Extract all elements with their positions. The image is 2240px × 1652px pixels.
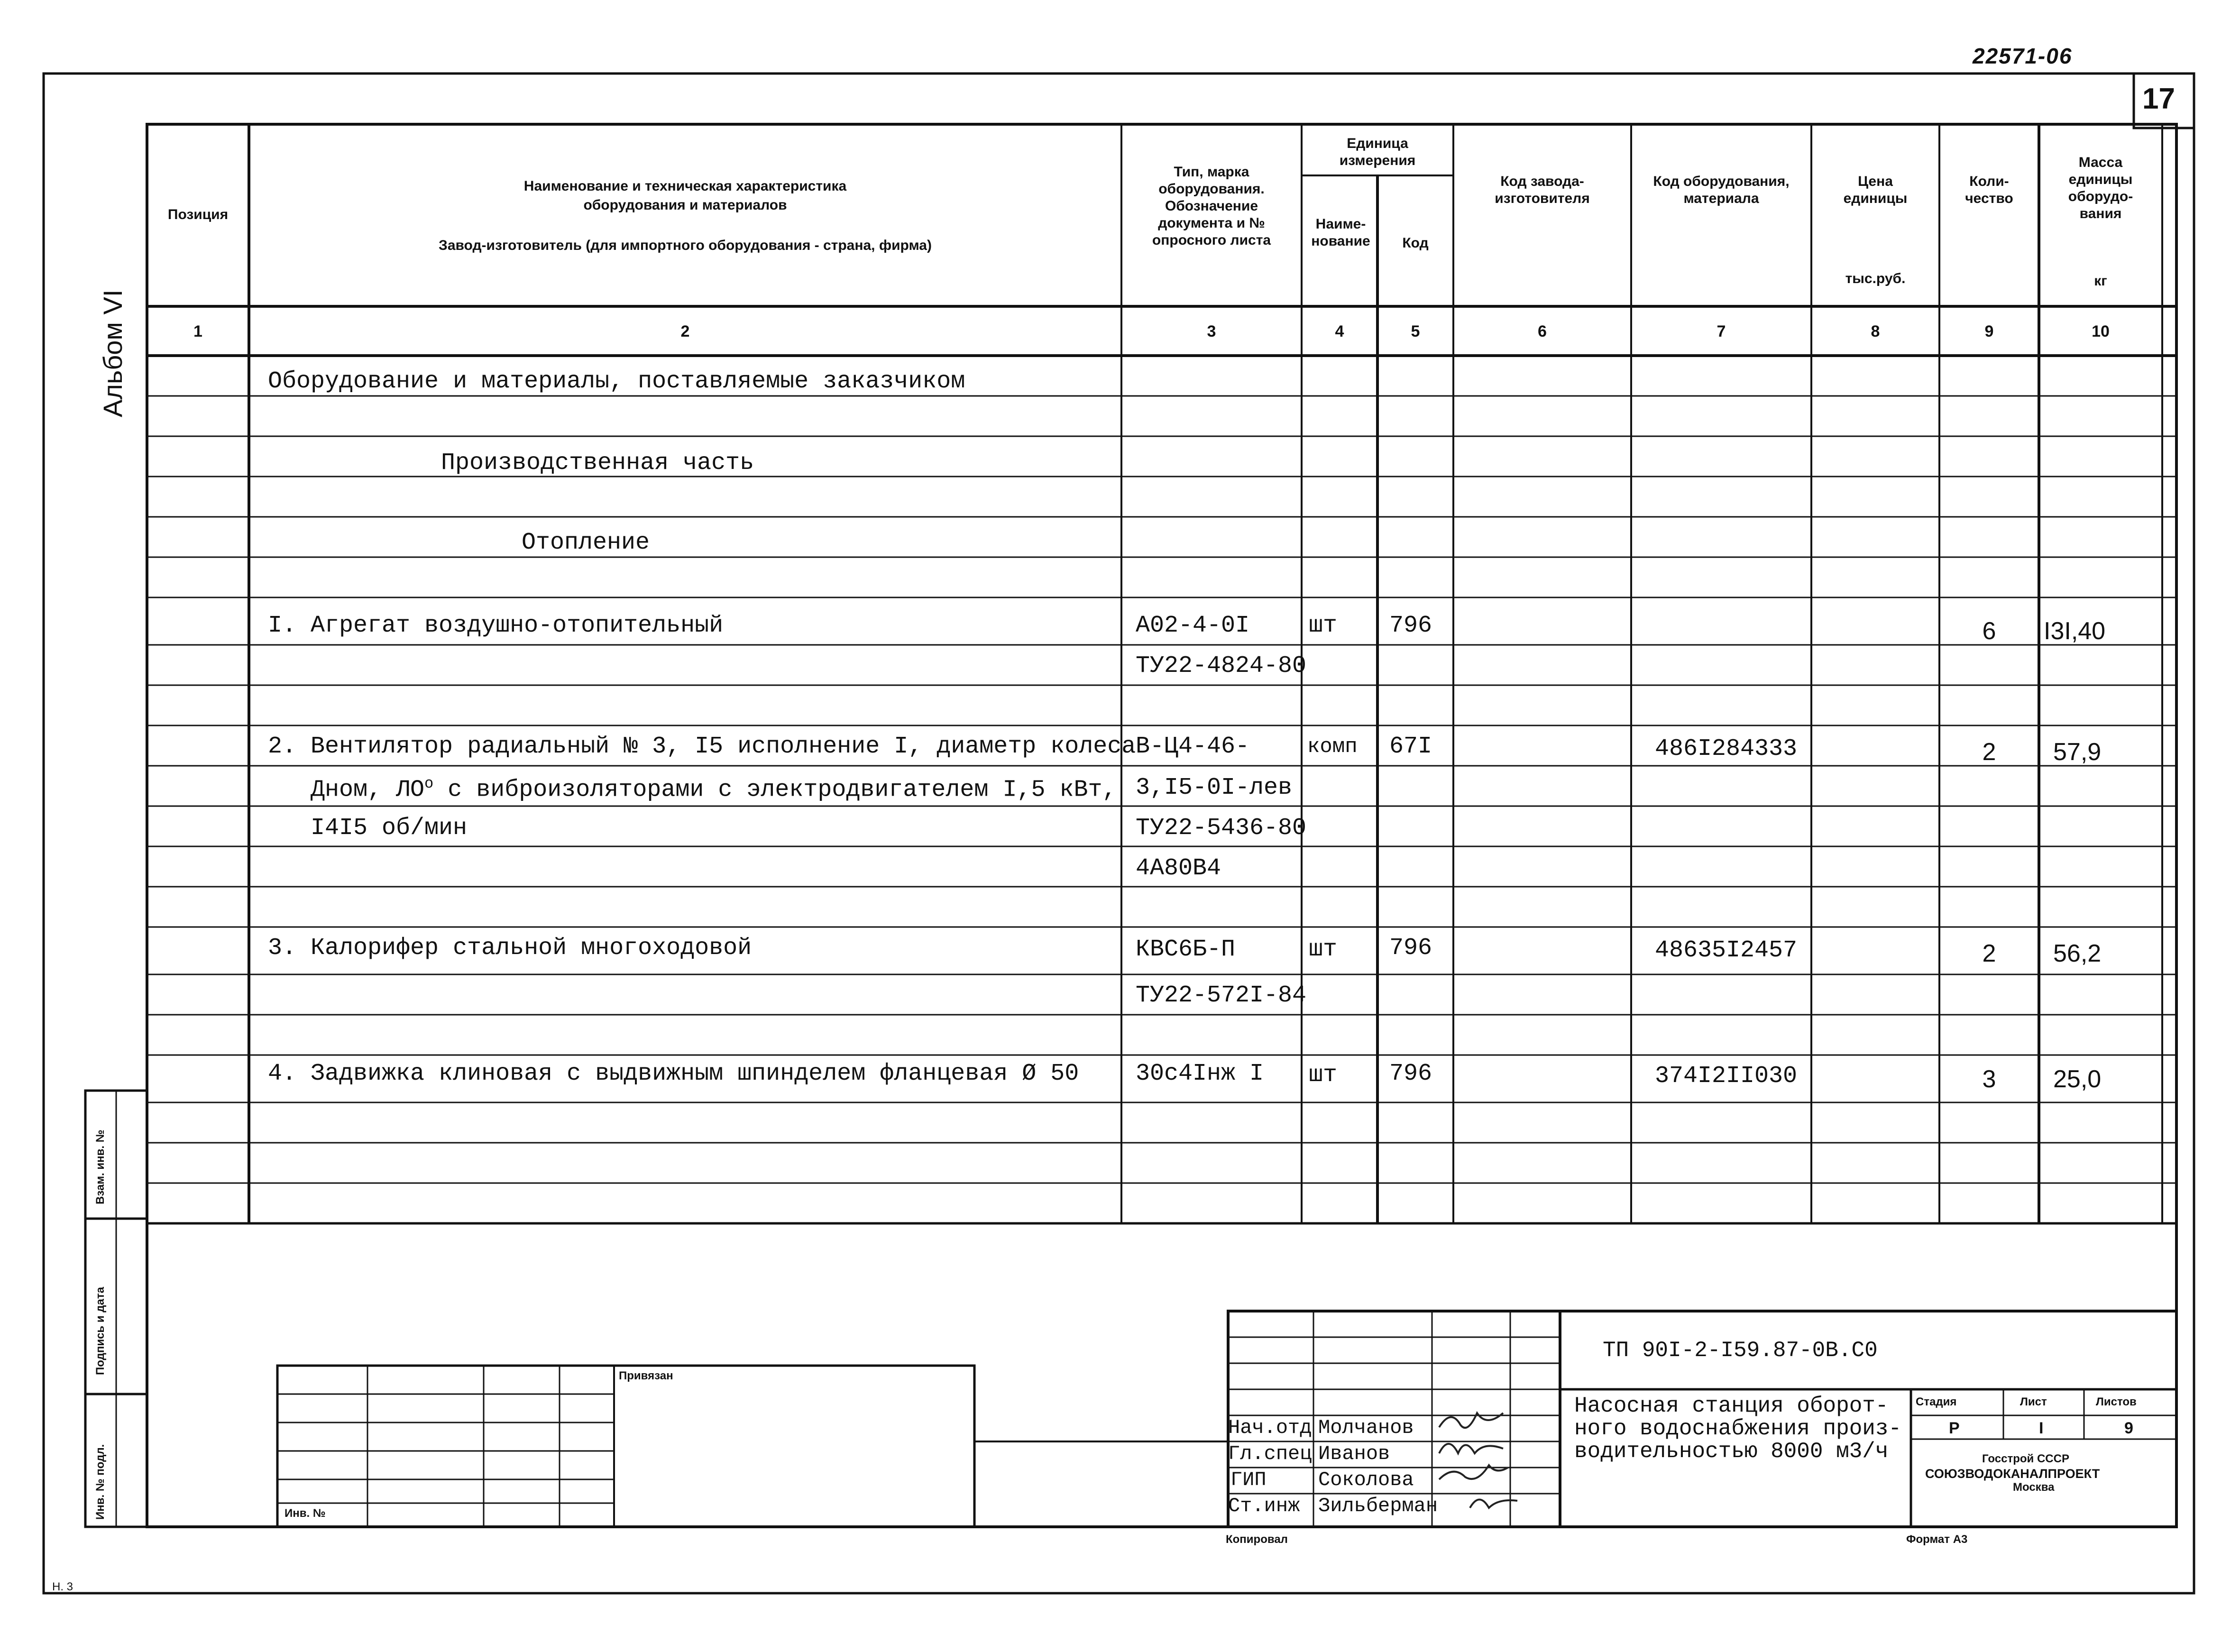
sheets-header: Листов xyxy=(2096,1395,2137,1408)
item-3-quantity: 2 xyxy=(1982,940,1996,967)
copied-by-label: Копировал xyxy=(1226,1533,1288,1546)
sheet-value: I xyxy=(2039,1419,2044,1437)
col-number-3: 3 xyxy=(1207,322,1216,340)
item-2-equipment-code: 486I284333 xyxy=(1655,735,1798,762)
role-head-of-dept: Нач.отд xyxy=(1228,1416,1312,1439)
item-3-name: 3. Калорифер стальной многоходовой xyxy=(268,935,752,962)
item-4-mass: 25,0 xyxy=(2053,1065,2102,1093)
header-type: Тип, марка оборудования. Обозначение документа и № опросного листа xyxy=(1152,164,1271,248)
role-chief-engineer: ГИП xyxy=(1230,1468,1267,1491)
col-number-8: 8 xyxy=(1871,322,1880,340)
name-chief-specialist: Иванов xyxy=(1318,1442,1390,1465)
header-equipment-code: Код оборудования, материала xyxy=(1653,174,1790,206)
header-unit-code: Код xyxy=(1402,235,1429,251)
item-2-type-line3: ТУ22-5436-80 xyxy=(1136,815,1307,842)
name-senior-engineer: Зильберман xyxy=(1318,1495,1438,1517)
item-3-unit-code: 796 xyxy=(1389,935,1432,962)
item-1-quantity: 6 xyxy=(1982,617,1996,645)
item-2-name-line2-sup: о xyxy=(424,775,434,792)
item-2-type-line4: 4А80В4 xyxy=(1136,855,1221,882)
item-3-mass: 56,2 xyxy=(2053,940,2102,967)
title-line1: Насосная станция оборот- xyxy=(1574,1394,1889,1418)
header-quantity: Коли-чество xyxy=(1965,174,2013,206)
header-unit-name: Наиме-нование xyxy=(1311,216,1370,249)
col-number-2: 2 xyxy=(680,322,690,340)
item-2-unit: комп xyxy=(1307,735,1358,759)
item-2-name-line2 xyxy=(311,776,1116,802)
stage-header: Стадия xyxy=(1916,1395,1957,1408)
item-4-quantity: 3 xyxy=(1982,1065,1996,1093)
item-2-mass: 57,9 xyxy=(2053,738,2102,766)
name-chief-engineer: Соколова xyxy=(1318,1468,1414,1491)
item-2-name-line2-post: с виброизоляторами с электродвигателем I,5 кВт, xyxy=(433,776,1117,804)
item-2-type-line1: В-Ц4-46- xyxy=(1136,733,1250,760)
item-2-name-line3: I4I5 об/мин xyxy=(311,815,468,842)
col-number-9: 9 xyxy=(1984,322,1994,340)
item-4-name: 4. Задвижка клиновая с выдвижным шпинделем фланцевая Ø 50 xyxy=(268,1060,1079,1087)
sheets-value: 9 xyxy=(2124,1419,2133,1437)
title-line2: ного водоснабжения произ- xyxy=(1574,1416,1902,1441)
item-1-name: I. Агрегат воздушно-отопительный xyxy=(268,612,724,639)
col-number-1: 1 xyxy=(193,322,202,340)
item-2-name-line2-pre: Дном, ЛО xyxy=(311,776,425,804)
org-line2: СОЮЗВОДОКАНАЛПРОЕКТ xyxy=(1925,1467,2100,1481)
margin-label-original-inv: Инв. № подл. xyxy=(94,1444,107,1520)
col-number-10: 10 xyxy=(2092,322,2110,340)
item-3-type: КВС6Б-П xyxy=(1136,936,1236,963)
header-manufacturer-code: Код завода-изготовителя xyxy=(1495,174,1590,206)
title-line3: водительностью 8000 м3/ч xyxy=(1574,1439,1889,1464)
margin-label-replace-inv: Взам. инв. № xyxy=(94,1129,107,1204)
header-unit-group: Единица измерения xyxy=(1339,136,1416,168)
org-line1: Госстрой СССР xyxy=(1982,1452,2069,1465)
item-4-equipment-code: 374I2II030 xyxy=(1655,1063,1798,1090)
privyazan-label: Привязан xyxy=(619,1369,673,1382)
item-4-unit-code: 796 xyxy=(1389,1060,1432,1087)
item-4-type: 30с4Iнж I xyxy=(1136,1060,1264,1087)
header-price-unit: тыс.руб. xyxy=(1845,271,1906,286)
item-2-type-line2: 3,I5-0I-лев xyxy=(1136,774,1293,801)
col-number-4: 4 xyxy=(1335,322,1344,340)
item-3-spec: ТУ22-572I-84 xyxy=(1136,982,1307,1009)
col-number-7: 7 xyxy=(1717,322,1726,340)
col-number-6: 6 xyxy=(1538,322,1547,340)
item-1-unit-code: 796 xyxy=(1389,612,1432,639)
item-3-equipment-code: 48635I2457 xyxy=(1655,937,1798,964)
header-mass: Масса единицы оборудо-вания xyxy=(2068,155,2133,221)
header-mass-unit: кг xyxy=(2094,273,2107,289)
format-label: Формат А3 xyxy=(1906,1533,1968,1546)
section-heading-supplied: Оборудование и материалы, поставляемые заказчиком xyxy=(268,368,965,395)
document-code: ТП 90I-2-I59.87-0В.С0 xyxy=(1603,1338,1878,1363)
album-label: Альбом VI xyxy=(98,289,128,417)
item-1-mass: I3I,40 xyxy=(2044,617,2106,645)
margin-label-signature-date: Подпись и дата xyxy=(94,1287,107,1375)
col-number-5: 5 xyxy=(1411,322,1420,340)
header-name-line1: Наименование и техническая характеристика xyxy=(523,178,847,194)
header-name-line3: Завод-изготовитель (для импортного оборудования - страна, фирма) xyxy=(439,238,932,253)
section-heading-production: Производственная часть xyxy=(441,450,754,477)
sheet-number-box: 17 xyxy=(2142,83,2175,115)
document-number: 22571-06 xyxy=(1973,44,2073,68)
item-2-unit-code: 67I xyxy=(1389,733,1432,760)
item-2-name-line1: 2. Вентилятор радиальный № 3, I5 исполнение I, диаметр колеса xyxy=(268,733,1136,760)
item-2-quantity: 2 xyxy=(1982,738,1996,766)
org-line3: Москва xyxy=(2013,1481,2055,1494)
role-senior-engineer: Ст.инж xyxy=(1228,1495,1300,1517)
inventory-label: Инв. № xyxy=(285,1507,326,1520)
item-4-unit: шт xyxy=(1309,1062,1338,1089)
item-1-type: А02-4-0I xyxy=(1136,612,1250,639)
stage-value: Р xyxy=(1949,1419,1960,1437)
item-3-unit: шт xyxy=(1309,936,1338,963)
header-position: Позиция xyxy=(167,207,229,222)
item-1-spec: ТУ22-4824-80 xyxy=(1136,652,1307,679)
sheet-header: Лист xyxy=(2020,1395,2047,1408)
item-1-unit: шт xyxy=(1309,612,1338,639)
name-head-of-dept: Молчанов xyxy=(1318,1416,1414,1439)
section-heading-heating: Отопление xyxy=(522,529,650,556)
header-price: Цена единицы xyxy=(1843,174,1908,206)
header-name-line2: оборудования и материалов xyxy=(583,197,787,213)
role-chief-specialist: Гл.спец xyxy=(1228,1442,1312,1465)
bottom-mark: Н. 3 xyxy=(52,1580,73,1593)
